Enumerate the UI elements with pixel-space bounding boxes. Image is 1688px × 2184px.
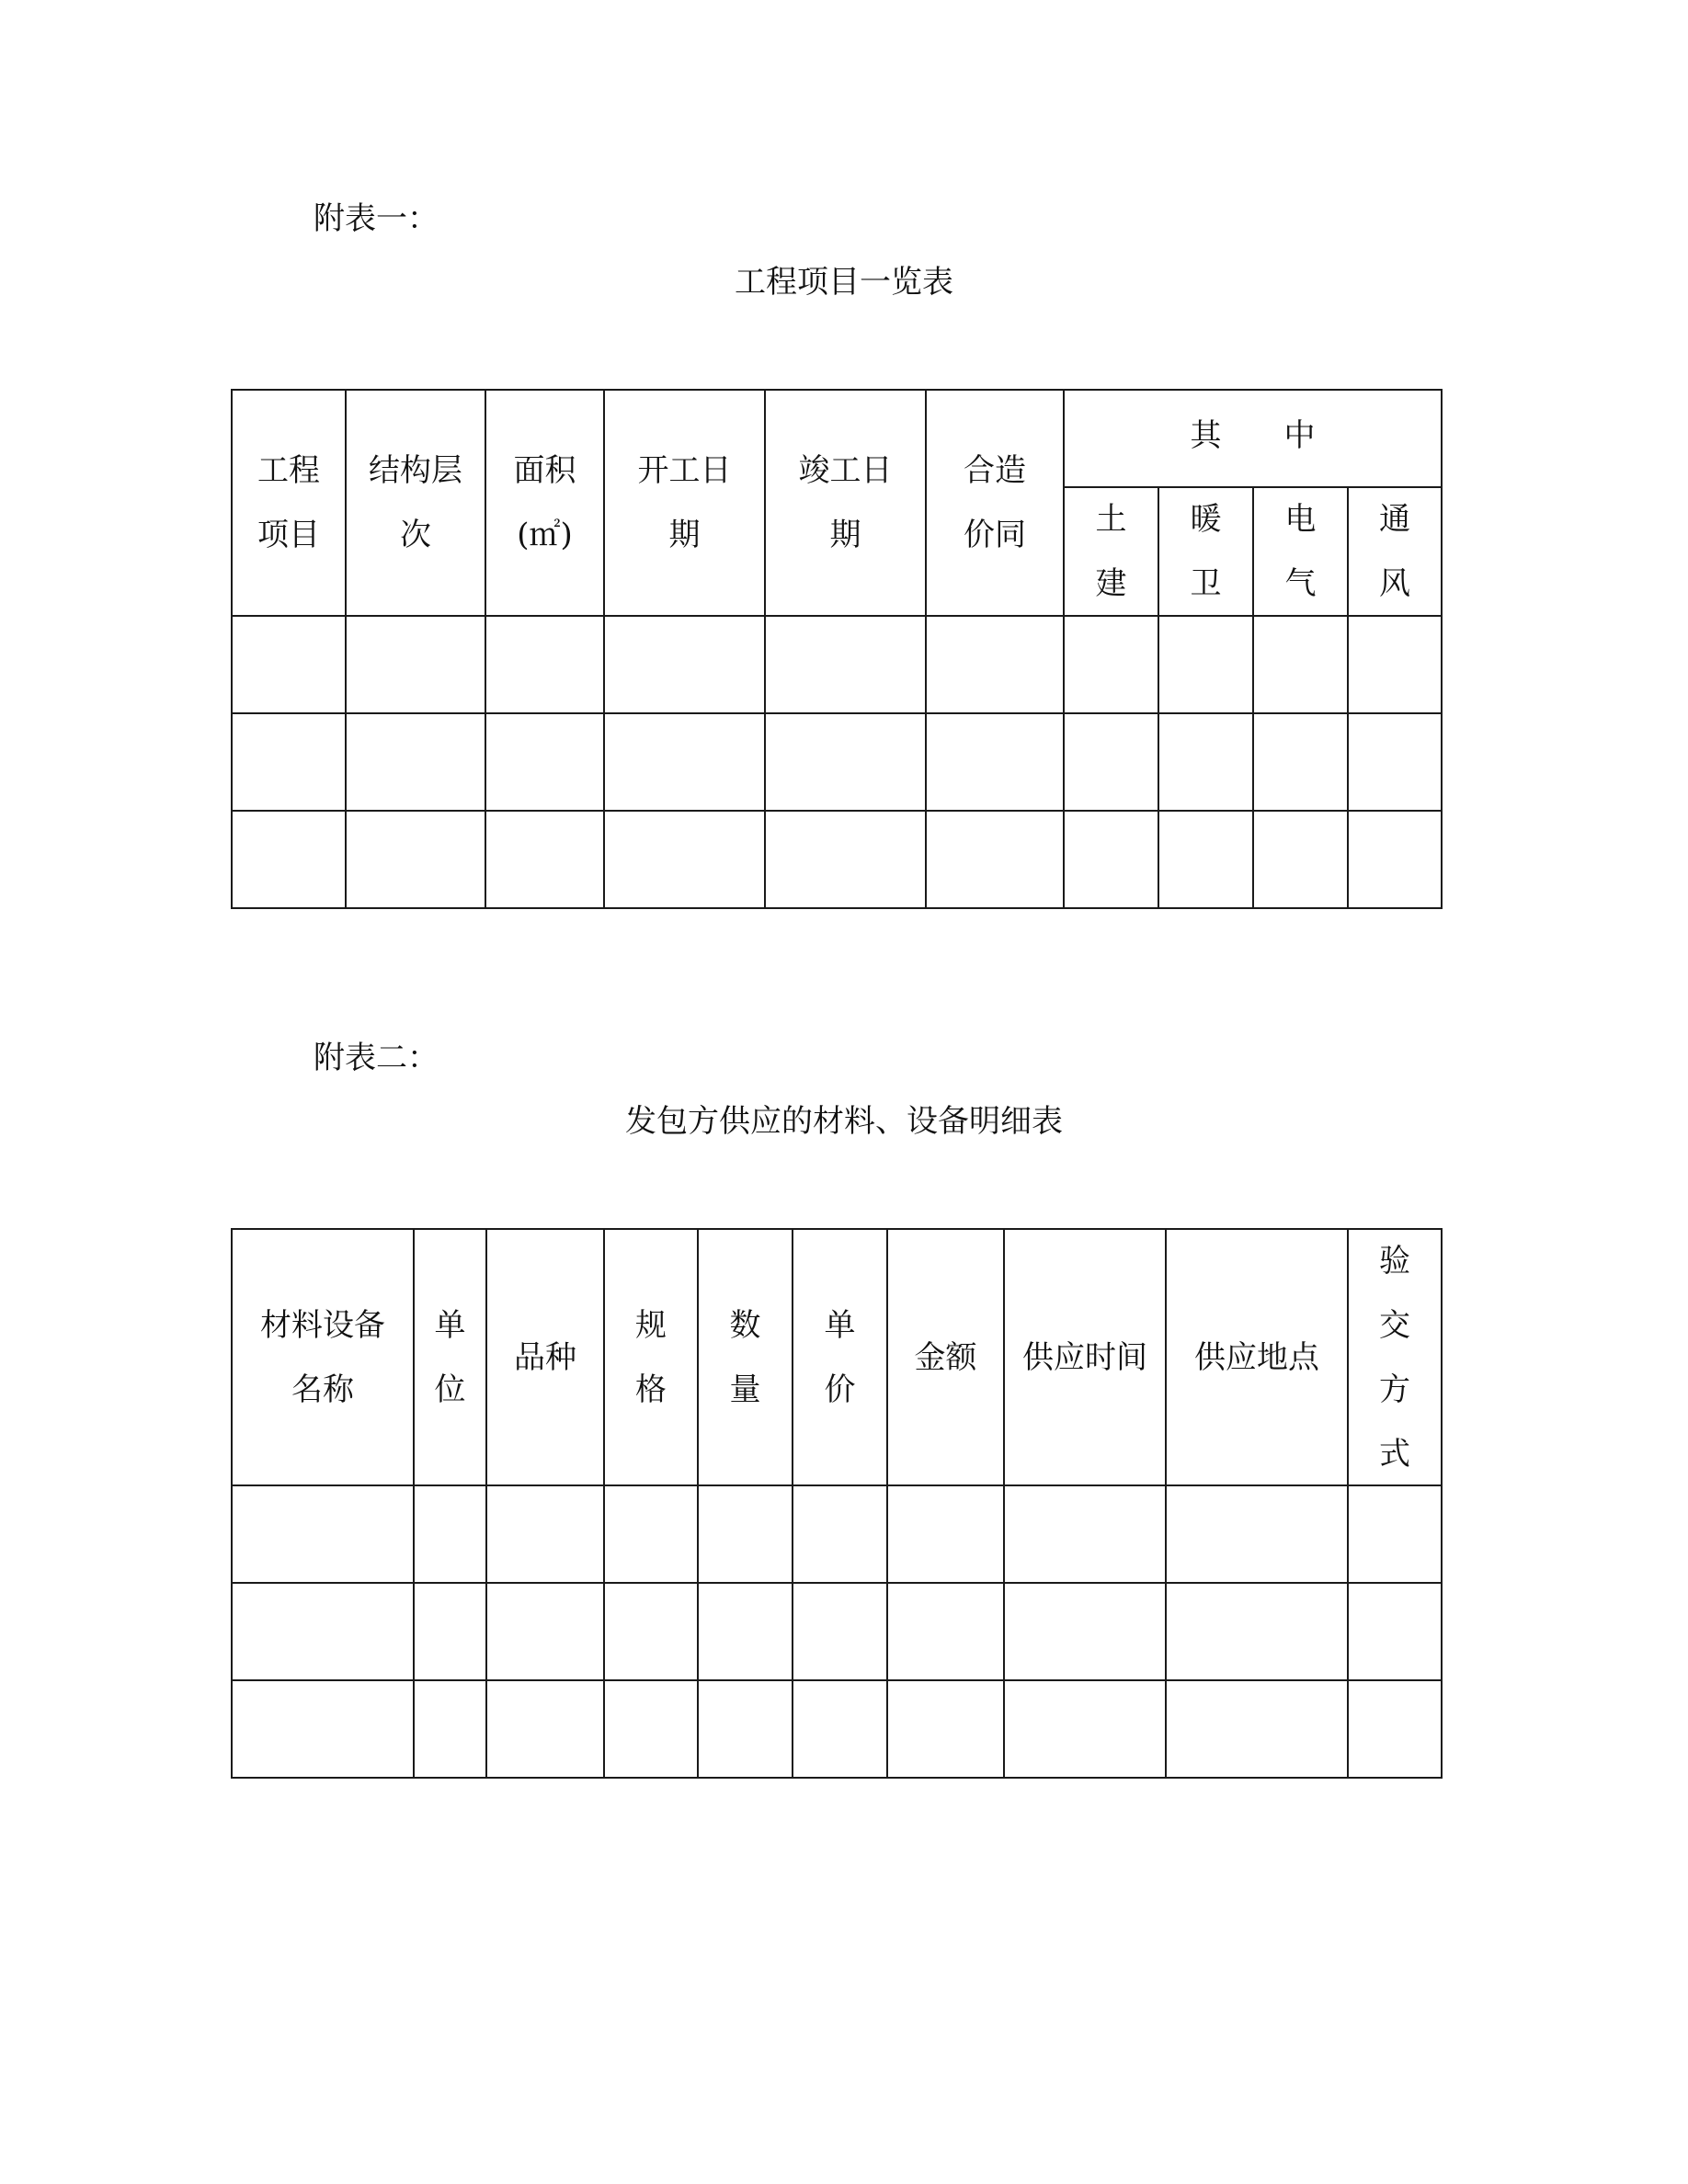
header-supply-place: 供应地点 (1194, 1338, 1319, 1376)
header-start-date: 开工日 期 (637, 452, 732, 553)
table-row (233, 714, 1441, 810)
appendix-1-caption: 附表一： (314, 200, 439, 237)
header-handover-method: 验 交 方 式 (1379, 1242, 1410, 1473)
table-row (233, 1486, 1441, 1582)
header-heating: 暖 卫 (1190, 501, 1222, 602)
header-supply-time: 供应时间 (1022, 1338, 1147, 1376)
header-amount: 金额 (914, 1338, 977, 1376)
table-row (233, 1584, 1441, 1679)
header-structure: 结构层 次 (369, 452, 462, 553)
header-unit-price: 单 价 (824, 1306, 856, 1408)
header-quantity: 数 量 (729, 1306, 761, 1408)
header-electric: 电 气 (1284, 501, 1317, 602)
header-ventilation: 通 风 (1379, 501, 1410, 602)
header-area: 面积 (㎡) (513, 452, 576, 553)
header-spec: 规 格 (635, 1306, 667, 1408)
header-variety: 品种 (514, 1338, 576, 1376)
appendix-2-caption: 附表二： (314, 1040, 439, 1076)
table-row (233, 617, 1441, 712)
table-row (233, 812, 1441, 907)
header-civil: 土 建 (1095, 501, 1127, 602)
header-unit: 单 位 (434, 1306, 466, 1408)
header-group-of-which: 其 中 (1190, 417, 1316, 454)
header-material-name: 材料设备 名称 (260, 1306, 385, 1408)
appendix-2-title: 发包方供应的材料、设备明细表 (625, 1103, 1063, 1140)
table-row (233, 1681, 1441, 1777)
header-contract-price: 合造 价同 (964, 452, 1026, 553)
appendix-1-title: 工程项目一览表 (735, 264, 953, 301)
header-end-date: 竣工日 期 (798, 452, 893, 553)
header-project: 工程 项目 (257, 452, 320, 553)
